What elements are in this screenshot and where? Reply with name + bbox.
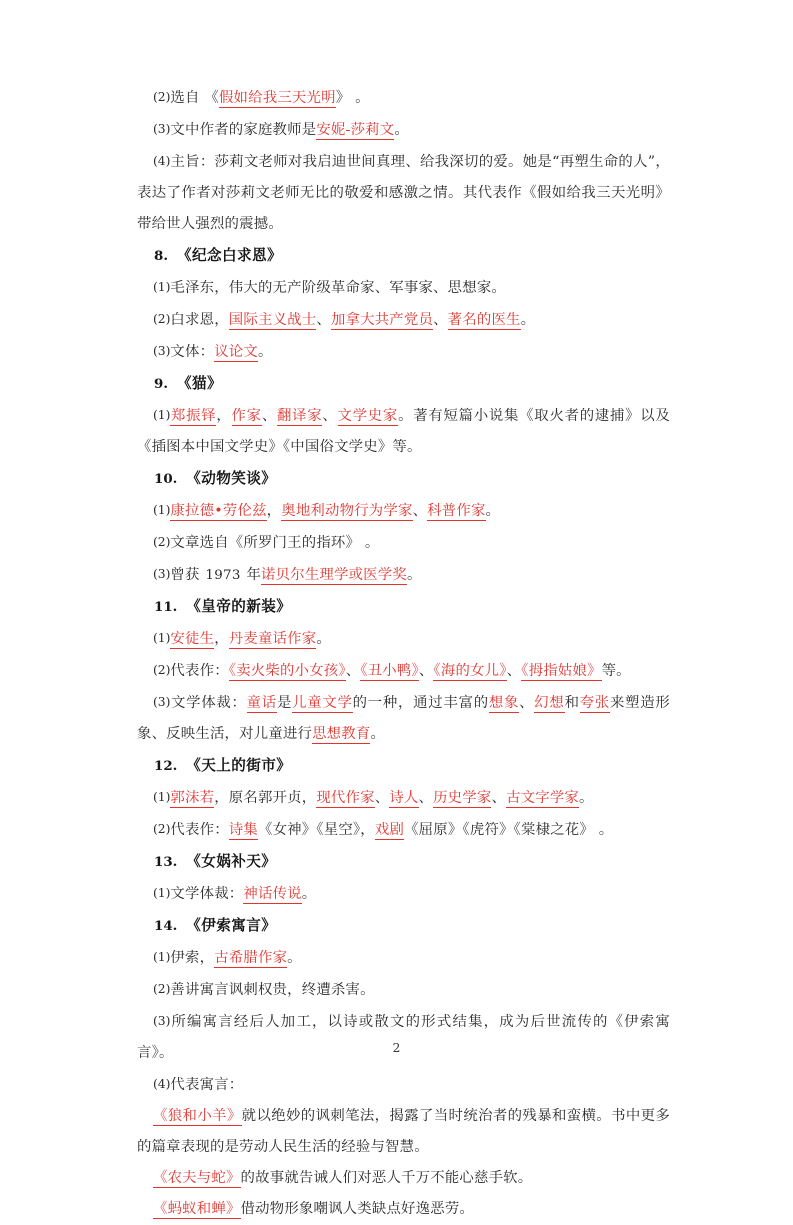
answer-text: 神话传说 (243, 886, 302, 902)
static-text: 曾获 (170, 567, 205, 583)
answer-text: 《蚂蚁和蝉》 (153, 1201, 241, 1217)
answer-text: 《丑小鸭》 (360, 663, 419, 679)
body-paragraph (137, 272, 670, 304)
body-paragraph (137, 336, 670, 368)
static-text: 、 (418, 663, 434, 679)
body-paragraph (137, 623, 670, 655)
answer-text: 科普作家 (427, 503, 486, 519)
answer-text: 现代作家 (316, 790, 375, 806)
item-enumerator: (1) (153, 408, 171, 422)
static-text: 。 (485, 503, 501, 519)
static-text: 善讲寓言讽刺权贵，终遭杀害。 (170, 982, 375, 998)
section-title: 《天上的街市》 (186, 757, 292, 774)
static-text: 代表作： (170, 822, 229, 838)
static-text: 文学体裁： (170, 695, 247, 711)
static-text: 年 (241, 567, 262, 583)
body-paragraph (137, 1069, 670, 1101)
static-text: 、 (322, 408, 338, 424)
page-number: 2 (392, 1040, 401, 1055)
answer-text: 诺贝尔生理学或医学奖 (261, 567, 407, 583)
body-paragraph (137, 1194, 670, 1225)
answer-text: 古希腊作家 (214, 950, 288, 966)
answer-text: 康拉德•劳伦兹 (170, 503, 267, 519)
body-paragraph (137, 687, 670, 750)
static-text: ， (214, 631, 229, 647)
answer-text: 郭沫若 (170, 790, 215, 806)
static-text: ， (266, 503, 282, 519)
item-enumerator: (1) (153, 790, 171, 804)
answer-text: 国际主义战士 (228, 312, 317, 328)
answer-text: 历史学家 (433, 790, 492, 806)
answer-text: 诗人 (389, 790, 419, 806)
static-text: 主旨：莎莉文老师对我启迪世间真理、给我深切的爱。她是“再塑生命的人”，表达了作者对莎莉文老师无比的敬爱和感激之情。其代表作《假如给我三天光明》带给世人强烈的震撼。 (137, 154, 670, 232)
static-text: 、 (433, 312, 448, 328)
static-text: 《女神》《星空》， (257, 822, 375, 838)
static-text: 所编寓言经后人加工，以诗或散文的形式结集，成为后世流传的《伊索寓言》。 (137, 1014, 670, 1061)
section-title: 《女娲补天》 (186, 853, 277, 870)
answer-text: 议论文 (214, 344, 258, 360)
body-paragraph (137, 146, 670, 240)
static-text: 。 (370, 726, 386, 742)
body-paragraph (137, 495, 670, 527)
section-heading (137, 240, 670, 272)
answer-text: 郑振铎 (170, 408, 217, 424)
static-text: 。 (520, 312, 536, 328)
body-paragraph (137, 400, 670, 463)
answer-text: 安徒生 (170, 631, 215, 647)
answer-text: 诗集 (228, 822, 258, 838)
item-enumerator: (2) (153, 982, 171, 996)
answer-text: 《拇指姑娘》 (521, 663, 602, 679)
item-enumerator: (4) (153, 154, 171, 168)
static-text: 毛泽东，伟大的无产阶级革命家、军事家、思想家。 (170, 280, 507, 296)
static-text: 伊索， (170, 950, 215, 966)
static-text: 。 (316, 631, 331, 647)
static-text: 白求恩， (170, 312, 229, 328)
static-text: 、 (418, 790, 434, 806)
item-enumerator: (3) (153, 122, 171, 136)
section-heading (137, 910, 670, 942)
item-enumerator: (2) (153, 822, 171, 836)
item-enumerator: (1) (153, 886, 171, 900)
answer-text: 《农夫与蛇》 (153, 1170, 241, 1186)
section-heading (137, 463, 670, 495)
static-text: 的故事就告诫人们对恶人千万不能心慈手软。 (240, 1170, 533, 1186)
body-paragraph (137, 527, 670, 559)
static-text: 。 (301, 886, 317, 902)
static-text: 的一种，通过丰富的 (352, 695, 489, 711)
static-text: 。 (287, 950, 302, 966)
section-number: 9. (154, 376, 168, 392)
item-enumerator: (4) (153, 1077, 171, 1091)
item-enumerator: (3) (153, 344, 171, 358)
static-text: 文学体裁： (170, 886, 244, 902)
answer-text: 翻译家 (276, 408, 323, 424)
answer-text: 《海的女儿》 (433, 663, 507, 679)
body-paragraph (137, 1101, 670, 1163)
item-enumerator: (1) (153, 950, 171, 964)
item-enumerator: (3) (153, 1014, 171, 1028)
item-enumerator: (1) (153, 503, 171, 517)
section-heading (137, 368, 670, 400)
section-number: 10. (154, 471, 178, 487)
body-paragraph (137, 942, 670, 974)
section-number: 12. (154, 758, 178, 774)
answer-text: 思想教育 (312, 726, 371, 742)
section-title: 《伊索寓言》 (186, 917, 277, 934)
static-text: 、 (316, 312, 331, 328)
body-paragraph (137, 114, 670, 146)
answer-text: 安妮-莎莉文 (316, 122, 395, 138)
answer-text: 假如给我三天光明 (218, 90, 336, 106)
answer-text: 奥地利动物行为学家 (281, 503, 413, 519)
static-text: 选自 《 (170, 90, 219, 106)
body-paragraph (137, 559, 670, 591)
section-heading (137, 846, 670, 878)
static-text: 、 (261, 408, 277, 424)
answer-text: 丹麦童话作家 (228, 631, 317, 647)
static-text: 。 (394, 122, 409, 138)
answer-text: 幻想 (534, 695, 565, 711)
item-enumerator: (2) (153, 535, 171, 549)
answer-text: 《卖火柴的小女孩》 (228, 663, 346, 679)
static-text: 就以绝妙的讽刺笔法，揭露了当时统治者的残暴和蛮横。书中更多的篇章表现的是劳动人民生活的经验与智慧。 (137, 1108, 671, 1155)
item-enumerator: (3) (153, 695, 171, 709)
item-enumerator: (3) (153, 567, 171, 581)
static-text: ，原名郭开贞， (214, 790, 317, 806)
static-text: 、 (374, 790, 390, 806)
static-text: 是 (276, 695, 293, 711)
answer-text: 夸张 (579, 695, 610, 711)
answer-text: 《狼和小羊》 (153, 1108, 242, 1124)
body-paragraph (137, 1006, 670, 1069)
body-paragraph (137, 974, 670, 1006)
static-text: 。 (579, 790, 594, 806)
static-text: 代表寓言： (170, 1077, 244, 1093)
section-heading (137, 591, 670, 623)
section-title: 《猫》 (176, 375, 222, 392)
static-text: 和 (564, 695, 580, 711)
answer-text: 著名的医生 (447, 312, 521, 328)
body-paragraph (137, 655, 670, 687)
section-heading (137, 750, 670, 782)
static-text: 代表作： (170, 663, 229, 679)
item-enumerator: (1) (153, 280, 171, 294)
static-text: 。著有短篇小说集《取火者的逮捕》以及《插图本中国文学史》《中国俗文学史》等。 (137, 408, 670, 455)
static-text: 。 (406, 567, 422, 583)
answer-text: 想象 (488, 695, 520, 711)
item-enumerator: (1) (153, 631, 171, 645)
answer-text: 童话 (246, 695, 277, 711)
item-enumerator: (2) (153, 90, 171, 104)
answer-text: 文学史家 (337, 408, 399, 424)
static-text: 来塑造形象、反映生活，对儿童进行 (137, 695, 670, 742)
static-text: 、 (412, 503, 428, 519)
static-text: ， (216, 408, 232, 424)
item-enumerator: (2) (153, 663, 171, 677)
section-title: 《皇帝的新装》 (186, 598, 292, 615)
section-title: 《动物笑谈》 (186, 470, 277, 487)
section-number: 13. (154, 854, 178, 870)
numeric-text: 1973 (205, 568, 241, 583)
static-text: 》 。 (335, 90, 370, 106)
static-text: 、 (506, 663, 522, 679)
static-text: 文体： (170, 344, 215, 360)
body-paragraph (137, 814, 670, 846)
static-text: 文中作者的家庭教师是 (170, 122, 317, 138)
static-text: 、 (491, 790, 507, 806)
static-text: 、 (519, 695, 535, 711)
section-number: 8. (154, 248, 168, 264)
static-text: 《屈原》《虎符》《棠棣之花》 。 (404, 822, 614, 838)
section-number: 11. (154, 599, 178, 615)
answer-text: 作家 (231, 408, 262, 424)
answer-text: 加拿大共产党员 (330, 312, 434, 328)
body-paragraph (137, 1163, 670, 1194)
item-enumerator: (2) (153, 312, 171, 326)
body-paragraph (137, 878, 670, 910)
answer-text: 戏剧 (374, 822, 405, 838)
static-text: 等。 (601, 663, 631, 679)
static-text: 借动物形象嘲讽人类缺点好逸恶劳。 (240, 1201, 474, 1217)
answer-text: 儿童文学 (292, 695, 353, 711)
static-text: 、 (345, 663, 361, 679)
section-title: 《纪念白求恩》 (176, 247, 282, 264)
answer-text: 古文字学家 (506, 790, 580, 806)
static-text: 。 (257, 344, 273, 360)
body-paragraph (137, 782, 670, 814)
body-paragraph (137, 82, 670, 114)
static-text: 文章选自《所罗门王的指环》 。 (170, 535, 380, 551)
body-paragraph (137, 304, 670, 336)
section-number: 14. (154, 918, 178, 934)
